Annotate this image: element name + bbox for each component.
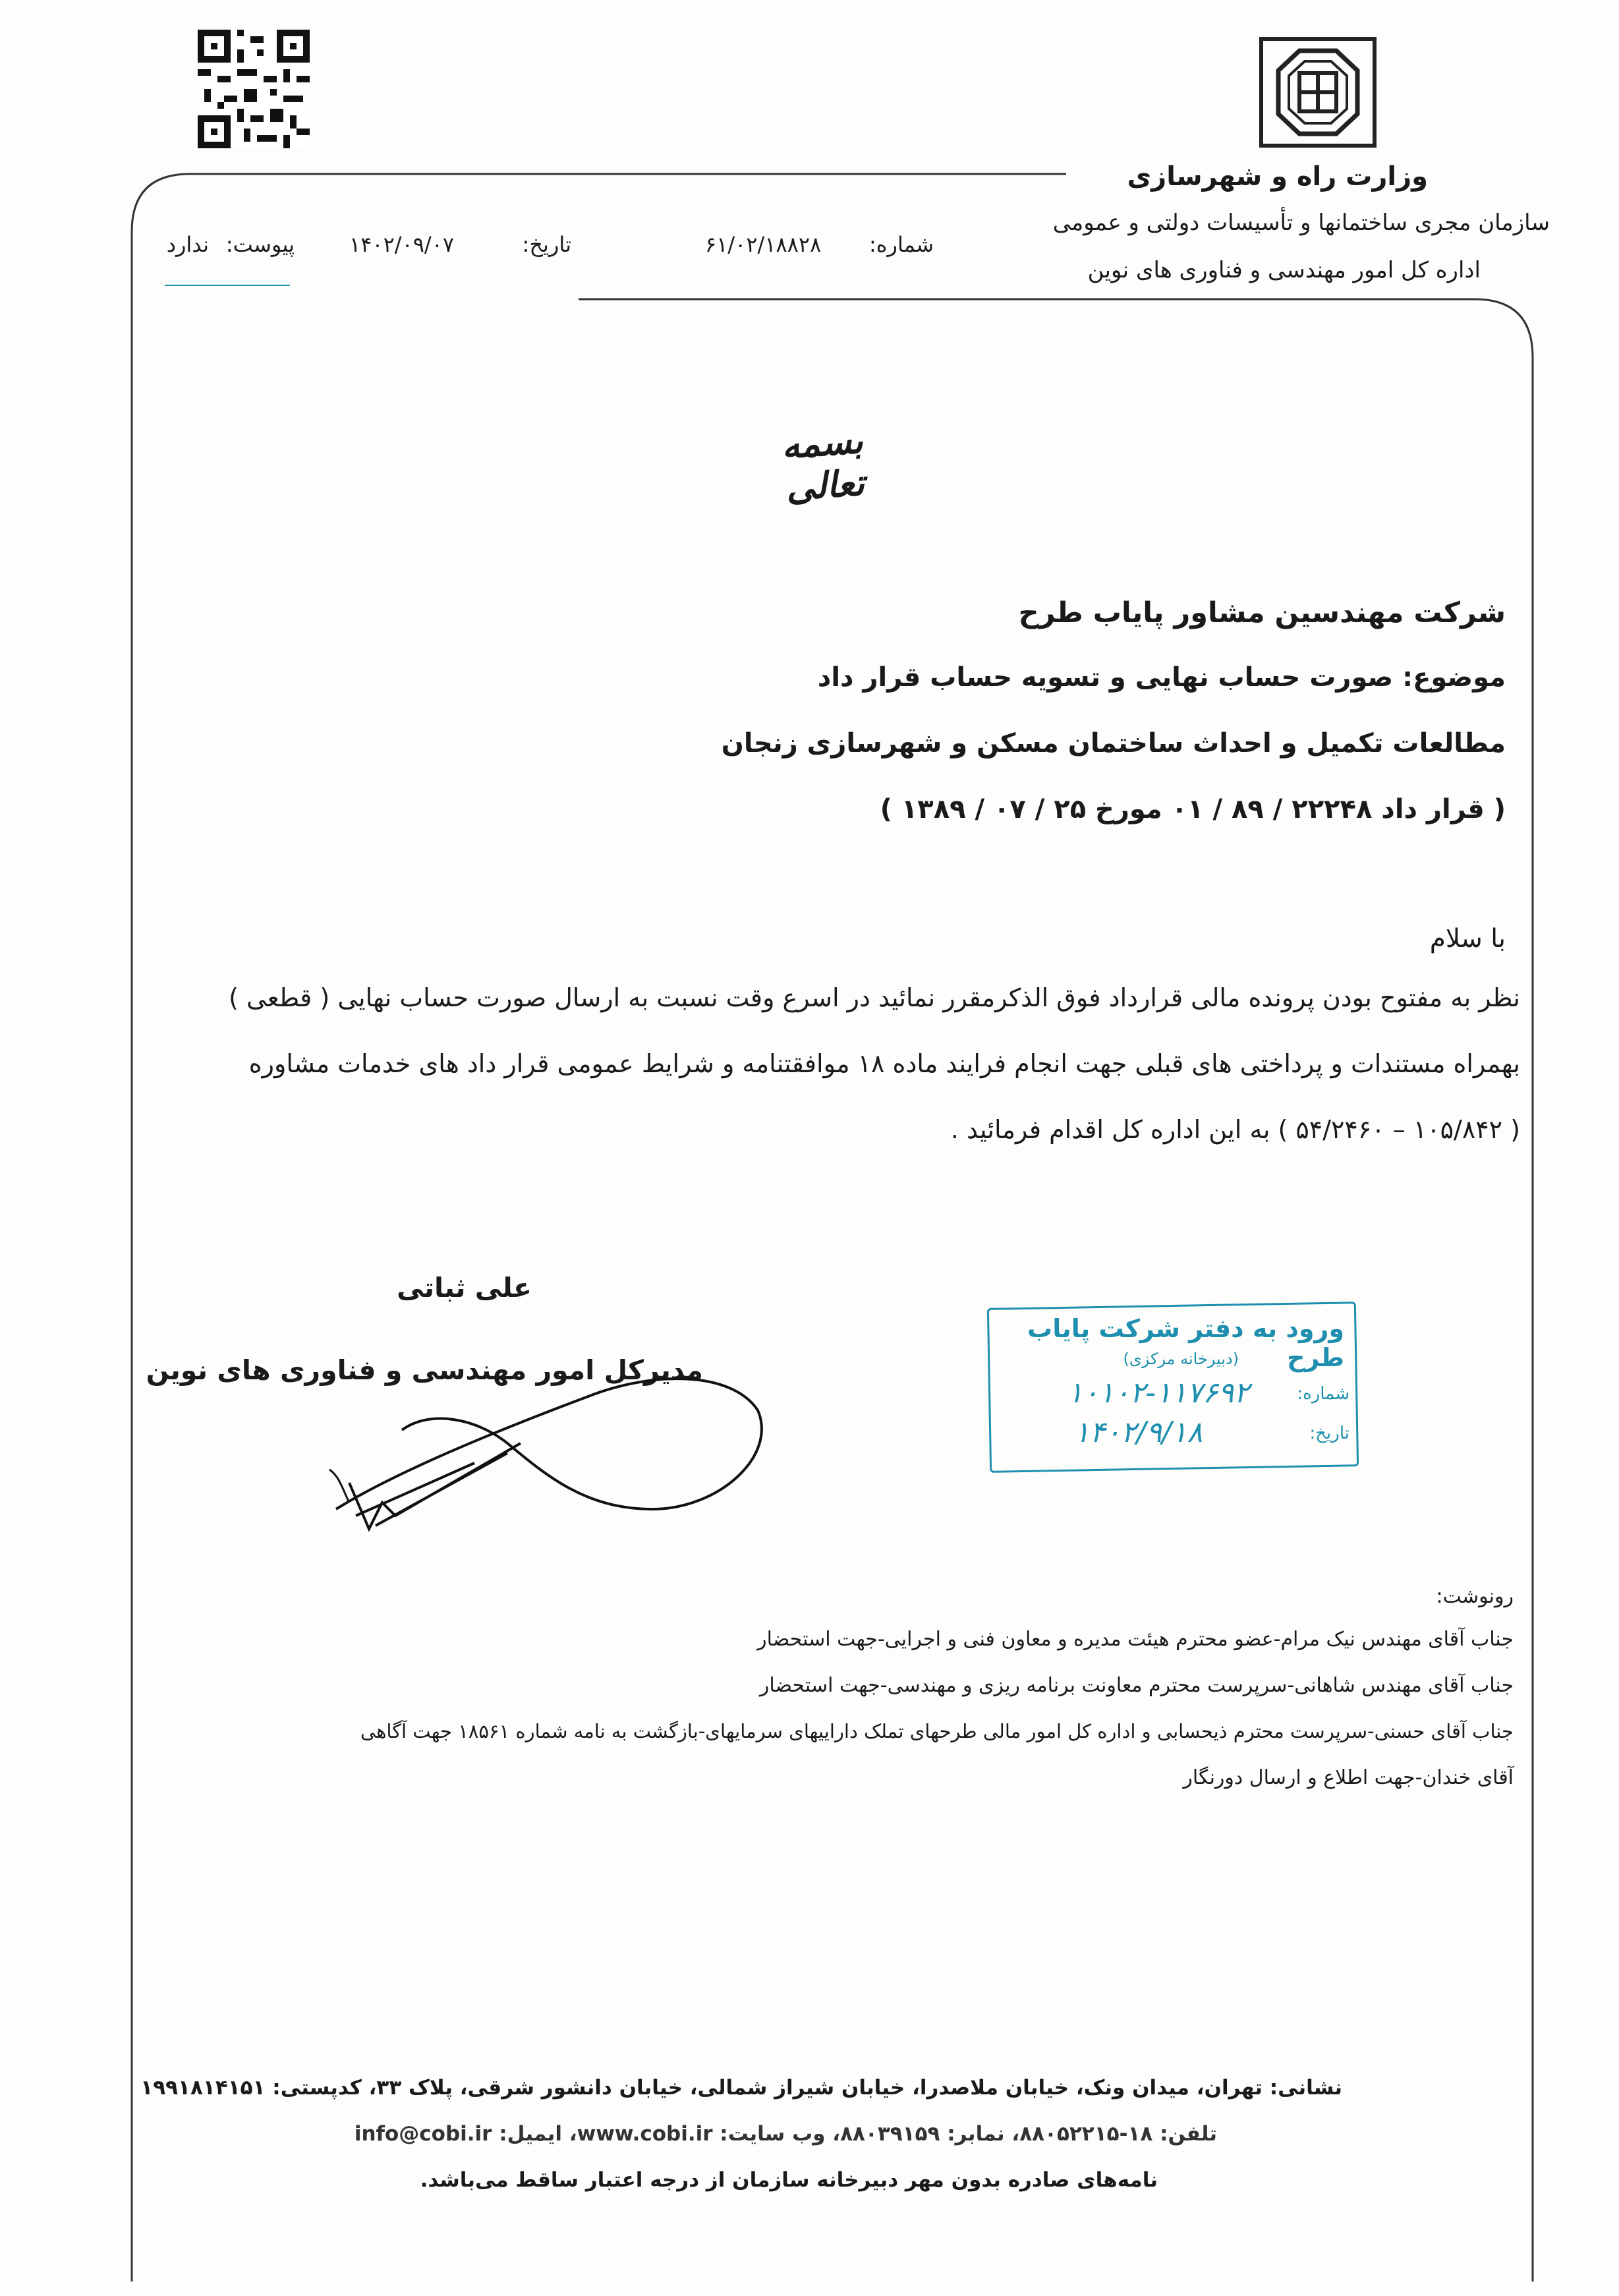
letter-date: ۱۴۰۲/۰۹/۰۷ bbox=[349, 232, 455, 257]
subject-line-2: مطالعات تکمیل و احداث ساختمان مسکن و شهرسازی زنجان bbox=[721, 728, 1506, 759]
body-line-3: ( ۱۰۵/۸۴۲ – ۵۴/۲۴۶۰ ) به این اداره کل اقدام فرمائید . bbox=[950, 1115, 1520, 1144]
footer-notice: نامه‌های صادره بدون مهر دبیرخانه سازمان از درجه اعتبار ساقط می‌باشد. bbox=[420, 2168, 1158, 2192]
basmala-text: بسمه تعالی bbox=[780, 418, 866, 509]
footer-contact: تلفن: ۱۸-۸۸۰۵۲۲۱۵، نمابر: ۸۸۰۳۹۱۵۹، وب سایت: www.cobi.ir، ایمیل: info@cobi.ir bbox=[354, 2122, 1217, 2146]
basmala bbox=[745, 409, 903, 509]
stamp-subtitle: (دبیرخانه مرکزی) bbox=[1123, 1350, 1239, 1368]
stamp-title: ورود به دفتر شرکت پایاب طرح bbox=[1027, 1314, 1344, 1372]
letter-date-label: تاریخ: bbox=[522, 232, 571, 257]
greeting: با سلام bbox=[1429, 924, 1506, 954]
organization-name: سازمان مجری ساختمانها و تأسیسات دولتی و عمومی bbox=[1052, 210, 1550, 236]
footer-address: نشانی: تهران، میدان ونک، خیابان ملاصدرا، خیابان شیراز شمالی، خیابان دانشور شرقی، پلاک ۳۳، کدپستی: ۱۹۹۱۸۱۴۱۵۱ bbox=[140, 2076, 1342, 2100]
cc-item-1: جناب آقای مهندس نیک مرام-عضو محترم هیئت مدیره و معاون فنی و اجرایی-جهت استحضار bbox=[757, 1628, 1514, 1651]
qr-code bbox=[198, 30, 310, 148]
recipient: شرکت مهندسین مشاور پایاب طرح bbox=[1018, 596, 1506, 629]
cc-item-3: جناب آقای حسنی-سرپرست محترم ذیحسابی و اداره کل امور مالی طرحهای تملک داراییهای سرمایهای-بازگشت به نامه شماره ۱۸۵۶۱ جهت آگاهی bbox=[360, 1720, 1514, 1742]
ministry-name: وزارت راه و شهرسازی bbox=[1127, 161, 1428, 192]
letter-number-label: شماره: bbox=[868, 232, 934, 257]
stamp-date: ۱۴۰۲/۹/۱۸ bbox=[1074, 1416, 1203, 1449]
incoming-stamp bbox=[988, 1305, 1357, 1470]
stamp-date-label: تاریخ: bbox=[1309, 1423, 1349, 1443]
letter-number: ۶۱/۰۲/۱۸۸۲۸ bbox=[705, 232, 822, 257]
attachment-mark bbox=[165, 285, 290, 286]
body-line-2: بهمراه مستندات و پرداختی های قبلی جهت انجام فرایند ماده ۱۸ موافقتنامه و شرایط عمومی قرار داد های خدمات مشاوره bbox=[248, 1049, 1520, 1078]
attachment-value: ندارد bbox=[166, 232, 209, 257]
signer-name: علی ثباتی bbox=[397, 1272, 532, 1304]
cc-item-2: جناب آقای مهندس شاهانی-سرپرست محترم معاونت برنامه ریزی و مهندسی-جهت استحضار bbox=[759, 1674, 1514, 1697]
handwritten-signature bbox=[310, 1344, 771, 1555]
signer-title: مدیرکل امور مهندسی و فناوری های نوین bbox=[146, 1354, 703, 1386]
ministry-logo bbox=[1259, 36, 1377, 148]
cc-item-4: آقای خندان-جهت اطلاع و ارسال دورنگار bbox=[1183, 1766, 1514, 1789]
body-line-1: نظر به مفتوح بودن پرونده مالی قرارداد فوق الذکرمقرر نمائید در اسرع وقت نسبت به ارسال صورت حساب نهایی ( قطعی ) bbox=[229, 983, 1520, 1012]
stamp-number-label: شماره: bbox=[1297, 1384, 1349, 1404]
stamp-number: ۱۰۱۰۲-۱۱۷۶۹۲ bbox=[1067, 1376, 1249, 1410]
department-name: اداره کل امور مهندسی و فناوری های نوین bbox=[1087, 257, 1481, 283]
subject-line-1: موضوع: صورت حساب نهایی و تسویه حساب قرار داد bbox=[817, 662, 1506, 693]
attachment-label: پیوست: bbox=[225, 232, 295, 257]
subject-line-3: ( قرار داد ۲۲۲۴۸ / ۸۹ / ۰۱ مورخ ۲۵ / ۰۷ / ۱۳۸۹ ) bbox=[880, 794, 1506, 824]
cc-label: رونوشت: bbox=[1436, 1585, 1514, 1608]
